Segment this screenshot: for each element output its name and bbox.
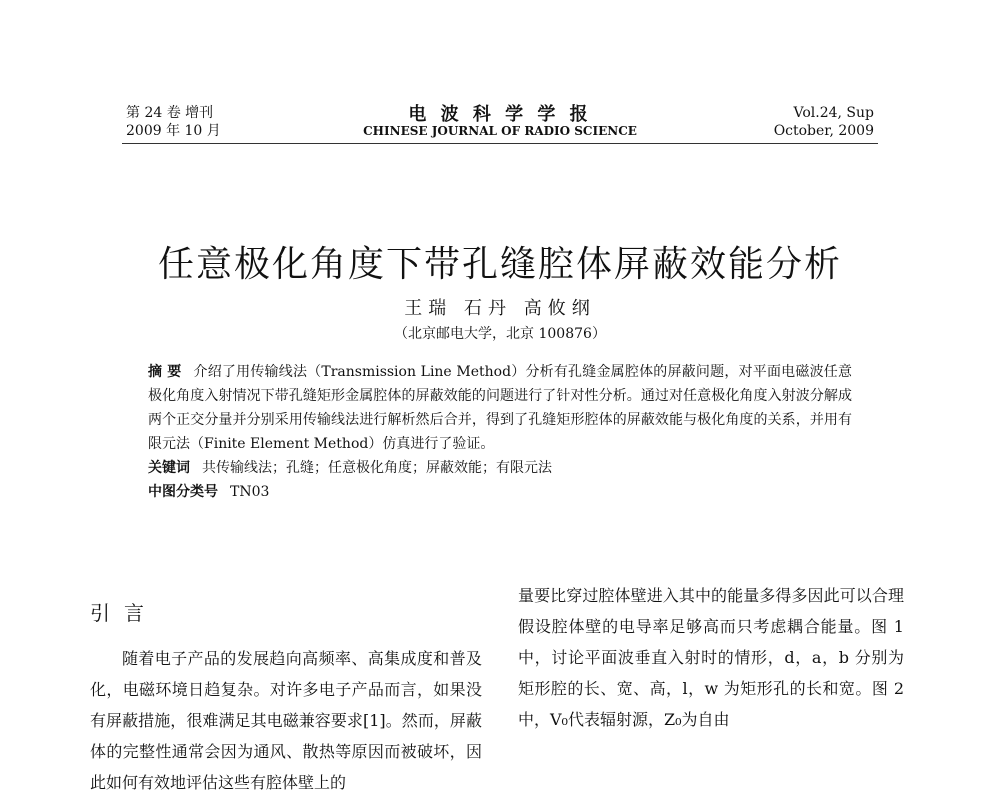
abstract-text: 介绍了用传输线法（Transmission Line Method）分析有孔缝金属腔体的屏蔽问题，对平面电磁波任意极化角度入射情况下带孔缝矩形金属腔体的屏蔽效能的问题进行了针对性分析。通过对任意极化角度入射波分解成两个正交分量并分别采用传输线法进行解析然后合并，得到了孔缝矩形腔体的屏蔽效能与极化角度的关系，并用有限元法（Finite Element Method）仿真进行了验证。 bbox=[148, 364, 852, 452]
classification-label: 中图分类号 bbox=[148, 484, 218, 500]
right-column bbox=[518, 580, 904, 735]
classification bbox=[148, 480, 852, 504]
keywords-label: 关键词 bbox=[148, 460, 190, 476]
keywords-text: 共传输线法；孔缝；任意极化角度；屏蔽效能；有限元法 bbox=[202, 460, 552, 476]
affiliation: （北京邮电大学，北京 100876） bbox=[394, 326, 606, 342]
volume-label-cn: 第 24 卷 增刊 bbox=[126, 105, 214, 121]
journal-title-en: CHINESE JOURNAL OF RADIO SCIENCE bbox=[363, 124, 637, 138]
abstract-block bbox=[148, 360, 852, 504]
left-column bbox=[90, 598, 482, 798]
date-label-cn: 2009 年 10 月 bbox=[126, 123, 221, 139]
keywords bbox=[148, 456, 852, 480]
date-label-en: October, 2009 bbox=[773, 123, 874, 139]
paper-title: 任意极化角度下带孔缝腔体屏蔽效能分析 bbox=[157, 244, 842, 285]
volume-label-en: Vol.24, Sup bbox=[793, 105, 874, 121]
intro-paragraph: 随着电子产品的发展趋向高频率、高集成度和普及化，电磁环境日趋复杂。对许多电子产品而言，如果没有屏蔽措施，很难满足其电磁兼容要求[1]。然而，屏蔽体的完整性通常会因为通风、散热等原因而被破坏，因此如何有效地评估这些有腔体壁上的 bbox=[90, 649, 482, 792]
header-rule bbox=[122, 143, 878, 144]
abstract bbox=[148, 360, 852, 456]
abstract-label: 摘 要 bbox=[148, 364, 182, 380]
continued-paragraph: 量要比穿过腔体壁进入其中的能量多得多因此可以合理假设腔体壁的电导率足够高而只考虑耦合能量。图 1 中，讨论平面波垂直入射时的情形，d，a，b 分别为矩形腔的长、宽、高，l，w 为矩形孔的长和宽。图 2 中，V₀代表辐射源，Z₀为自由 bbox=[518, 586, 904, 729]
classification-text: TN03 bbox=[230, 484, 270, 500]
authors: 王瑞 石丹 高攸纲 bbox=[404, 298, 596, 319]
section-title: 引言 bbox=[90, 601, 158, 625]
journal-title-cn: 电 波 科 学 学 报 bbox=[408, 104, 592, 125]
